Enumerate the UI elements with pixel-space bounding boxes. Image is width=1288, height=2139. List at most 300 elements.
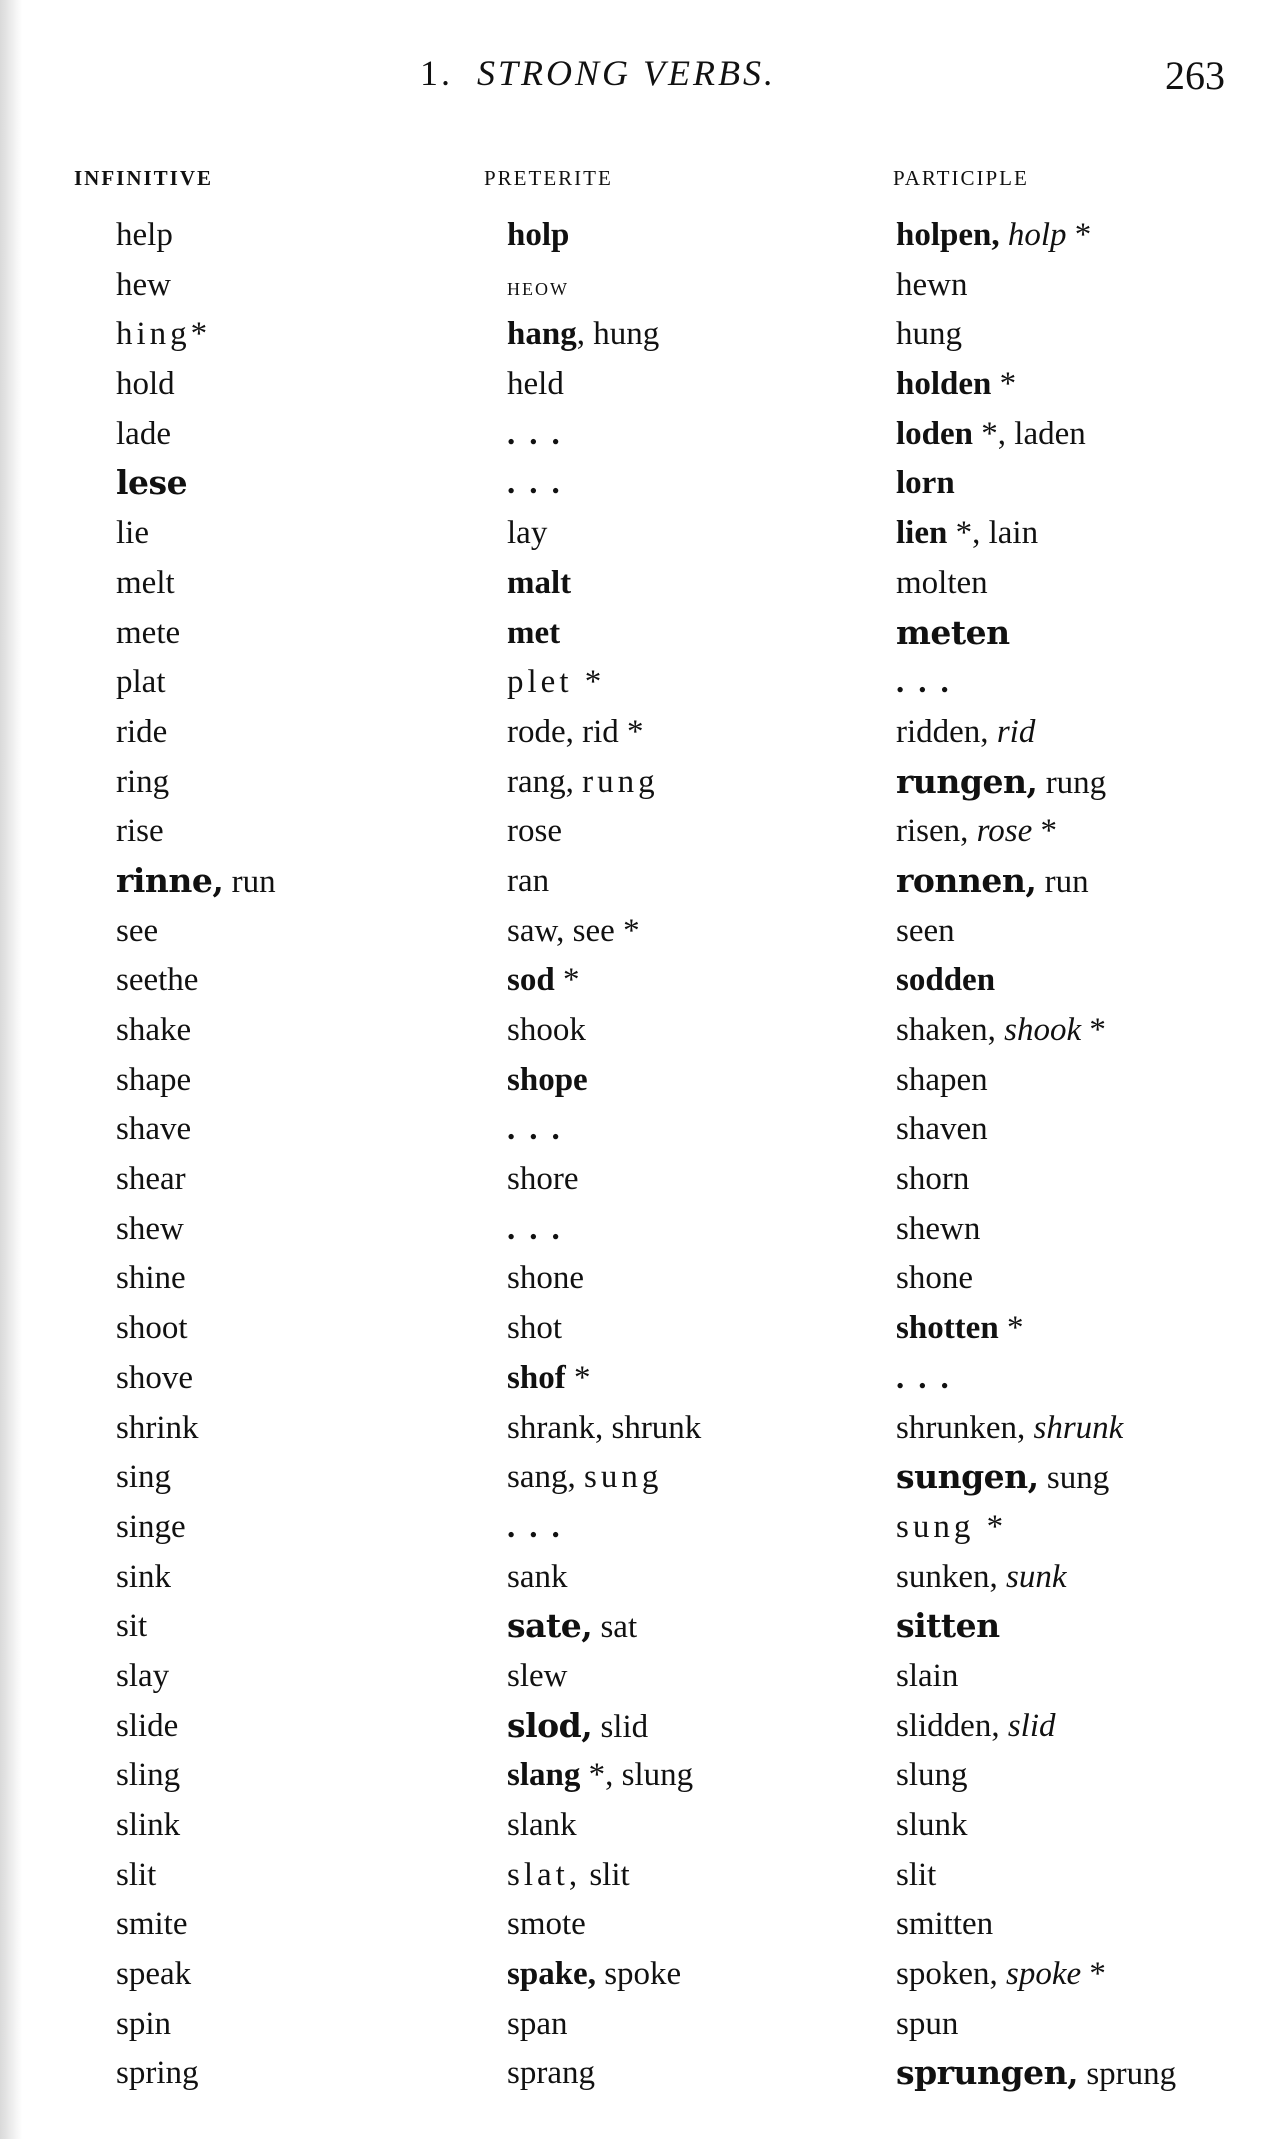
word-segment: sing — [116, 1459, 172, 1496]
word-segment: plet * — [507, 664, 606, 701]
participle-cell — [896, 262, 967, 308]
table-row — [0, 361, 1288, 411]
participle-cell — [896, 1852, 936, 1898]
word-segment: spring — [116, 2055, 199, 2092]
participle-cell — [896, 1405, 1123, 1451]
preterite-cell — [507, 262, 569, 310]
infinitive-cell — [116, 759, 169, 805]
page-number: 263 — [1165, 53, 1225, 98]
participle-cell — [896, 510, 1038, 556]
table-row — [0, 1156, 1288, 1206]
table-row — [0, 858, 1288, 908]
preterite-cell — [507, 1106, 574, 1152]
word-segment: smitten — [896, 1906, 994, 1943]
preterite-cell — [507, 709, 644, 755]
table-row — [0, 908, 1288, 958]
word-segment: slid — [592, 1708, 649, 1745]
table-row — [0, 1603, 1288, 1653]
table-row — [0, 1504, 1288, 1554]
word-segment: spoken, — [896, 1956, 998, 1993]
word-segment: sung * — [896, 1508, 1008, 1545]
word-segment: shotten — [896, 1310, 999, 1347]
word-segment: shake — [116, 1012, 192, 1048]
word-segment: * — [565, 1359, 591, 1396]
word-segment: * — [998, 1310, 1024, 1347]
participle-cell — [896, 1554, 1067, 1600]
word-segment: ... — [507, 1111, 574, 1148]
word-segment: slunk — [896, 1807, 968, 1843]
word-segment: shof — [507, 1359, 566, 1396]
word-segment: rung — [1037, 764, 1107, 801]
participle-cell — [896, 1504, 1007, 1550]
word-segment: plat — [116, 664, 166, 701]
word-segment: rang, — [507, 763, 583, 800]
word-segment: shrunk — [1025, 1409, 1124, 1446]
infinitive-cell — [116, 1802, 180, 1848]
word-segment: singe — [116, 1508, 186, 1545]
preterite-cell — [507, 1802, 577, 1848]
infinitive-cell — [116, 1901, 188, 1947]
word-segment: rungen, — [896, 761, 1038, 801]
preterite-cell — [507, 2050, 595, 2096]
word-segment: ... — [507, 415, 574, 452]
word-segment: malt — [507, 564, 572, 601]
participle-cell — [896, 709, 1035, 755]
word-segment: sling — [116, 1757, 181, 1794]
infinitive-cell — [116, 659, 165, 705]
word-segment: slank — [507, 1807, 577, 1843]
infinitive-cell — [116, 311, 211, 357]
word-segment: holden — [896, 366, 992, 403]
word-segment: ... — [507, 465, 574, 502]
word-segment: shore — [507, 1161, 579, 1198]
word-segment: sunk — [997, 1558, 1067, 1595]
word-segment: rose — [968, 813, 1033, 850]
infinitive-cell — [116, 212, 173, 258]
word-segment: shaven — [896, 1111, 988, 1148]
word-segment: slod, — [507, 1705, 593, 1745]
word-segment: lade — [116, 415, 171, 452]
word-segment: speak — [116, 1956, 192, 1993]
participle-cell — [896, 1703, 1056, 1749]
table-row — [0, 957, 1288, 1007]
word-segment: slit — [116, 1856, 157, 1893]
word-segment: spun — [896, 2005, 959, 2042]
word-segment: * — [554, 962, 580, 999]
column-header-infinitive: INFINITIVE — [74, 166, 214, 190]
word-segment: rung — [582, 763, 659, 800]
word-segment: sunken, — [896, 1558, 998, 1595]
participle-cell — [896, 1305, 1023, 1351]
word-segment: slid — [999, 1707, 1056, 1744]
word-segment: ring — [116, 763, 170, 800]
infinitive-cell — [116, 2001, 171, 2047]
word-segment: shrink — [116, 1409, 199, 1446]
word-segment: *, slung — [580, 1757, 694, 1794]
infinitive-cell — [116, 1255, 186, 1301]
preterite-cell — [507, 1504, 574, 1550]
infinitive-cell — [116, 709, 167, 755]
table-row — [0, 1901, 1288, 1951]
preterite-cell — [507, 1405, 701, 1451]
word-segment: lay — [507, 515, 548, 552]
word-segment: smite — [116, 1906, 188, 1943]
word-segment: shope — [507, 1061, 588, 1098]
word-segment: rid — [988, 713, 1036, 750]
word-segment: sank — [507, 1558, 568, 1595]
participle-cell — [896, 1603, 1000, 1650]
table-row — [0, 1405, 1288, 1455]
participle-cell — [896, 311, 962, 357]
preterite-cell — [507, 1057, 588, 1103]
table-row — [0, 1951, 1288, 2001]
word-segment: *, lain — [947, 515, 1039, 552]
preterite-cell — [507, 1703, 648, 1750]
word-segment: run — [223, 863, 276, 900]
preterite-cell — [507, 311, 659, 357]
word-segment: shave — [116, 1111, 192, 1148]
preterite-cell — [507, 1454, 662, 1500]
infinitive-cell — [116, 957, 198, 1003]
word-segment: slay — [116, 1657, 170, 1694]
table-row — [0, 808, 1288, 858]
word-segment: sprung — [1078, 2056, 1177, 2093]
word-segment: mete — [116, 614, 181, 651]
infinitive-cell — [116, 2050, 199, 2096]
word-segment: rode, rid * — [507, 713, 644, 750]
word-segment: sprang — [507, 2055, 595, 2092]
preterite-cell — [507, 1752, 693, 1798]
infinitive-cell — [116, 610, 180, 656]
word-segment: sprungen, — [896, 2053, 1079, 2093]
participle-cell — [896, 2001, 958, 2047]
infinitive-cell — [116, 560, 175, 606]
word-segment: ... — [896, 664, 963, 701]
word-segment: hang — [507, 316, 577, 353]
word-segment: shove — [116, 1359, 193, 1396]
word-segment: spoke — [997, 1956, 1082, 1993]
preterite-cell — [507, 212, 569, 258]
infinitive-cell — [116, 1355, 193, 1401]
table-row — [0, 1653, 1288, 1703]
participle-cell — [896, 1106, 988, 1152]
infinitive-cell — [116, 1554, 171, 1600]
preterite-cell — [507, 1901, 586, 1947]
word-segment: lorn — [896, 465, 955, 502]
infinitive-cell — [116, 1852, 156, 1898]
preterite-cell — [507, 908, 640, 954]
word-segment: slink — [116, 1807, 181, 1843]
word-segment: shot — [507, 1310, 563, 1347]
word-segment: melt — [116, 564, 175, 601]
table-row — [0, 1106, 1288, 1156]
participle-cell — [896, 1255, 973, 1301]
participle-cell — [896, 1007, 1106, 1053]
word-segment: slang — [507, 1757, 581, 1794]
word-segment: saw, see * — [507, 912, 640, 949]
infinitive-cell — [116, 1305, 188, 1351]
participle-cell — [896, 908, 955, 954]
preterite-cell — [507, 1156, 578, 1202]
participle-cell — [896, 1653, 958, 1699]
participle-cell — [896, 1355, 963, 1401]
word-segment: ride — [116, 713, 168, 750]
word-segment: * — [1066, 217, 1092, 253]
preterite-cell — [507, 1206, 574, 1252]
table-row — [0, 759, 1288, 809]
word-segment: slide — [116, 1707, 179, 1744]
table-row — [0, 212, 1288, 262]
word-segment: shone — [507, 1260, 584, 1297]
word-segment: shook — [995, 1012, 1082, 1048]
participle-cell — [896, 560, 988, 606]
preterite-cell — [507, 1653, 568, 1699]
word-segment: sod — [507, 962, 555, 999]
preterite-cell — [507, 1355, 590, 1401]
table-row — [0, 1802, 1288, 1852]
word-segment: shew — [116, 1210, 184, 1247]
word-segment: risen, — [896, 813, 969, 850]
word-segment: heow — [507, 271, 569, 301]
word-segment: slat, — [507, 1856, 582, 1893]
word-segment: lien — [896, 515, 948, 552]
table-row — [0, 1057, 1288, 1107]
table-row — [0, 1703, 1288, 1753]
preterite-cell — [507, 510, 547, 556]
word-segment: sungen, — [896, 1457, 1039, 1497]
table-row — [0, 709, 1288, 759]
infinitive-cell — [116, 1057, 191, 1103]
word-segment: ... — [507, 1508, 574, 1545]
word-segment: held — [507, 366, 564, 403]
infinitive-cell — [116, 411, 171, 457]
table-row — [0, 2050, 1288, 2100]
word-segment: rinne, — [116, 860, 224, 900]
participle-cell — [896, 659, 963, 705]
word-segment: sung — [1038, 1460, 1110, 1497]
table-row — [0, 1752, 1288, 1802]
word-segment: sodden — [896, 962, 996, 999]
word-segment: seen — [896, 912, 955, 949]
preterite-cell — [507, 2001, 568, 2047]
preterite-cell — [507, 1007, 586, 1053]
word-segment: slung — [896, 1757, 968, 1794]
infinitive-cell — [116, 1007, 191, 1053]
word-segment: lie — [116, 515, 149, 552]
word-segment: shape — [116, 1061, 192, 1098]
infinitive-cell — [116, 1951, 191, 1997]
participle-cell — [896, 1901, 993, 1947]
word-segment: shoot — [116, 1310, 188, 1347]
word-segment: * — [991, 366, 1017, 403]
preterite-cell — [507, 560, 571, 606]
word-segment: run — [1036, 863, 1089, 900]
preterite-cell — [507, 460, 574, 506]
word-segment: , hung — [576, 316, 660, 353]
table-row — [0, 1206, 1288, 1256]
running-title — [420, 52, 776, 94]
word-segment: holpen, — [896, 217, 1000, 253]
word-segment: slidden, — [896, 1707, 1000, 1744]
column-header-preterite: PRETERITE — [484, 166, 613, 190]
infinitive-cell — [116, 1156, 186, 1202]
table-row — [0, 510, 1288, 560]
word-segment: holp — [507, 217, 570, 253]
word-segment: spin — [116, 2005, 172, 2042]
preterite-cell — [507, 1852, 630, 1898]
participle-cell — [896, 1951, 1106, 1997]
word-segment: hew — [116, 266, 171, 303]
preterite-cell — [507, 759, 659, 805]
word-segment: shook — [507, 1012, 586, 1048]
preterite-cell — [507, 858, 549, 904]
infinitive-cell — [116, 1653, 169, 1699]
word-segment: shone — [896, 1260, 973, 1297]
word-segment: ... — [507, 1210, 574, 1247]
word-segment: shrank, shrunk — [507, 1409, 702, 1446]
word-segment: shapen — [896, 1061, 988, 1098]
word-segment: rose — [507, 813, 562, 850]
preterite-cell — [507, 1255, 584, 1301]
word-segment: hold — [116, 366, 175, 403]
preterite-cell — [507, 808, 562, 854]
word-segment: help — [116, 217, 173, 253]
table-row — [0, 411, 1288, 461]
infinitive-cell — [116, 460, 187, 507]
participle-cell — [896, 1206, 980, 1252]
infinitive-cell — [116, 510, 149, 556]
infinitive-cell — [116, 858, 276, 905]
word-segment: shear — [116, 1161, 186, 1198]
word-segment: sitten — [896, 1606, 1000, 1646]
word-segment: ronnen, — [896, 860, 1037, 900]
participle-cell — [896, 1057, 988, 1103]
word-segment: ... — [896, 1359, 963, 1396]
word-segment: molten — [896, 564, 988, 601]
table-row — [0, 560, 1288, 610]
word-segment: sit — [116, 1608, 148, 1645]
word-segment: span — [507, 2005, 568, 2042]
section-title: STRONG VERBS. — [477, 53, 776, 93]
word-segment: ridden, — [896, 713, 989, 750]
word-segment: hung — [896, 316, 962, 353]
table-row — [0, 1255, 1288, 1305]
infinitive-cell — [116, 1206, 184, 1252]
word-segment: * — [1081, 1012, 1106, 1048]
infinitive-cell — [116, 808, 164, 854]
table-row — [0, 1305, 1288, 1355]
word-segment: seethe — [116, 962, 199, 999]
participle-cell — [896, 2050, 1176, 2097]
table-row — [0, 311, 1288, 361]
word-segment: shrunken, — [896, 1409, 1026, 1446]
running-header — [0, 52, 1288, 102]
infinitive-cell — [116, 1752, 180, 1798]
word-segment: rise — [116, 813, 164, 850]
table-row — [0, 1355, 1288, 1405]
word-segment: hing* — [116, 316, 212, 353]
preterite-cell — [507, 1603, 637, 1650]
participle-cell — [896, 411, 1086, 457]
word-segment: shorn — [896, 1161, 970, 1198]
word-segment: slit — [581, 1856, 630, 1893]
participle-cell — [896, 808, 1057, 854]
participle-cell — [896, 1156, 969, 1202]
word-segment: sat — [592, 1609, 638, 1646]
word-segment: loden — [896, 415, 974, 452]
word-segment: holp — [999, 217, 1067, 253]
column-header-participle: PARTICIPLE — [893, 166, 1029, 190]
word-segment: spoke — [595, 1956, 682, 1993]
table-row — [0, 610, 1288, 660]
word-segment: see — [116, 912, 159, 949]
word-segment: * — [1032, 813, 1058, 850]
word-segment: slain — [896, 1657, 959, 1694]
word-segment: sate, — [507, 1606, 593, 1646]
infinitive-cell — [116, 1603, 147, 1649]
infinitive-cell — [116, 1405, 199, 1451]
verb-table — [0, 212, 1288, 2100]
infinitive-cell — [116, 262, 171, 308]
preterite-cell — [507, 1305, 562, 1351]
word-segment: slit — [896, 1856, 937, 1893]
word-segment: met — [507, 614, 561, 651]
word-segment: hewn — [896, 266, 968, 303]
infinitive-cell — [116, 1703, 178, 1749]
preterite-cell — [507, 610, 560, 656]
preterite-cell — [507, 1554, 568, 1600]
table-row — [0, 262, 1288, 312]
participle-cell — [896, 957, 995, 1003]
word-segment: sink — [116, 1558, 172, 1595]
word-segment: meten — [896, 612, 1010, 652]
word-segment: sung — [584, 1459, 663, 1496]
table-row — [0, 1454, 1288, 1504]
infinitive-cell — [116, 1454, 171, 1500]
word-segment: *, laden — [973, 415, 1086, 452]
preterite-cell — [507, 1951, 681, 1997]
preterite-cell — [507, 957, 579, 1003]
participle-cell — [896, 1752, 968, 1798]
table-row — [0, 1554, 1288, 1604]
word-segment: spake, — [507, 1956, 596, 1993]
participle-cell — [896, 759, 1106, 806]
word-segment: * — [1081, 1956, 1106, 1993]
word-segment: smote — [507, 1906, 586, 1943]
preterite-cell — [507, 361, 564, 407]
participle-cell — [896, 212, 1091, 258]
participle-cell — [896, 858, 1089, 905]
preterite-cell — [507, 411, 574, 457]
word-segment: shaken, — [896, 1012, 996, 1048]
participle-cell — [896, 361, 1016, 407]
word-segment: sang, — [507, 1459, 584, 1496]
infinitive-cell — [116, 908, 158, 954]
infinitive-cell — [116, 361, 175, 407]
table-row — [0, 2001, 1288, 2051]
infinitive-cell — [116, 1504, 186, 1550]
participle-cell — [896, 1802, 968, 1848]
table-row — [0, 460, 1288, 510]
participle-cell — [896, 610, 1010, 657]
participle-cell — [896, 460, 955, 506]
participle-cell — [896, 1454, 1109, 1501]
section-number: 1. — [420, 53, 453, 93]
word-segment: ran — [507, 862, 550, 899]
infinitive-cell — [116, 1106, 191, 1152]
table-row — [0, 1852, 1288, 1902]
word-segment: shewn — [896, 1210, 981, 1247]
